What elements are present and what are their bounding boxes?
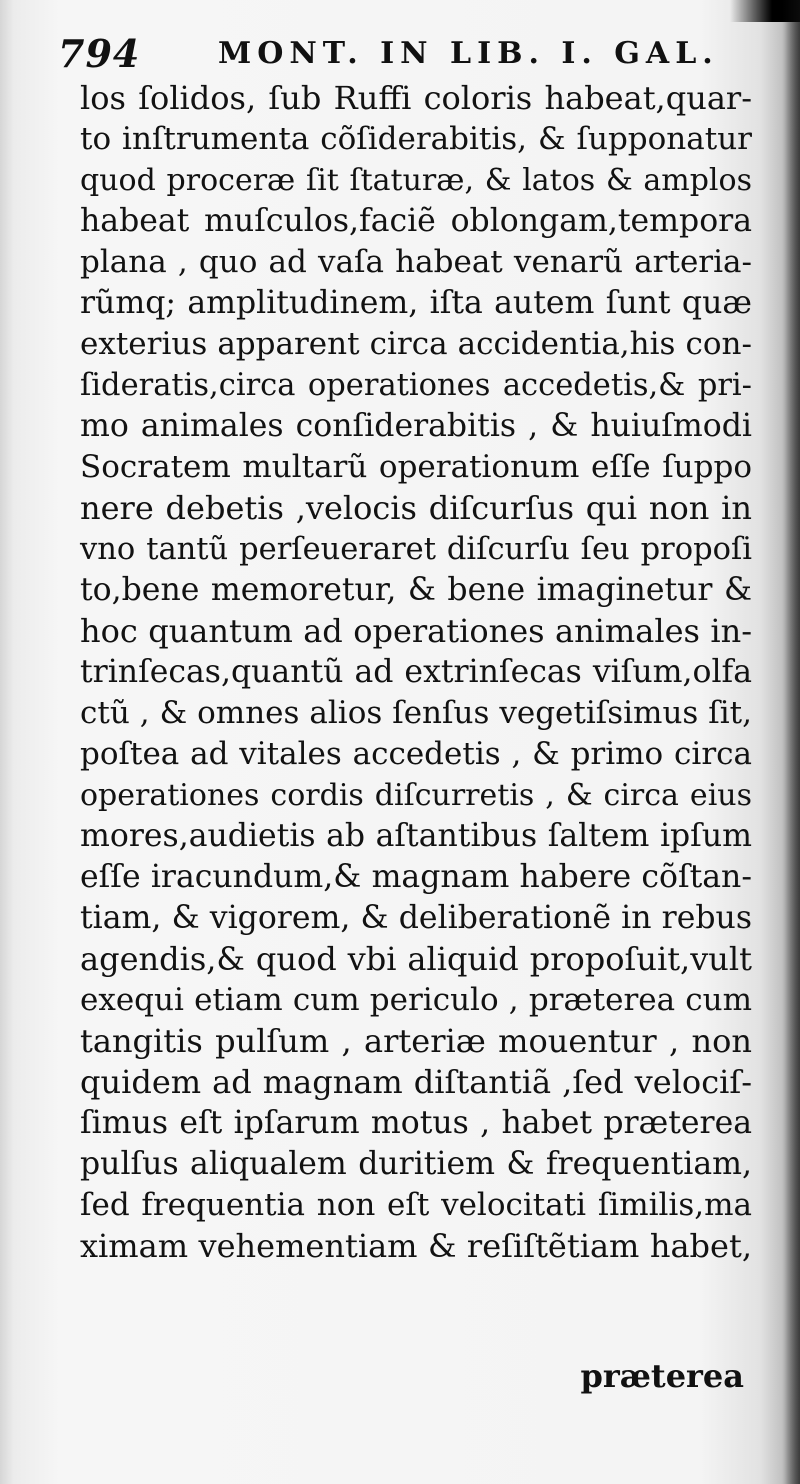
text-line: tiam, & vigorem, & deliberationẽ in rebus <box>80 900 752 936</box>
text-line: quod proceræ ſit ſtaturæ, & latos & amplos <box>80 163 752 198</box>
body-text <box>80 78 752 1267</box>
text-line: exterius apparent circa accidentia,his con- <box>80 326 752 362</box>
text-line: los ſolidos, ſub Ruffi coloris habeat,quar- <box>80 79 752 117</box>
text-line: vno tantũ perſeueraret diſcurſu ſeu propoſi <box>80 532 752 567</box>
text-line: tangitis pulſum , arteriæ mouentur , non <box>80 1022 752 1060</box>
text-line: pulſus aliqualem duritiem & frequentiam, <box>80 1146 752 1182</box>
text-line: mores,audietis ab aſtantibus ſaltem ipſum <box>80 818 752 854</box>
text-line: to,bene memoretur, & bene imaginetur & <box>80 572 752 608</box>
running-title: MONT. IN LIB. I. GAL. <box>218 36 719 71</box>
running-head <box>58 30 778 78</box>
text-line: poſtea ad vitales accedetis , & primo circa <box>80 736 752 772</box>
text-line: trinſecas,quantũ ad extrinſecas viſum,olfa <box>80 654 752 690</box>
text-line: agendis,& quod vbi aliquid propoſuit,vult <box>80 940 752 978</box>
text-line: habeat muſculos,faciẽ oblongam,tempora <box>80 203 752 239</box>
text-line: ſed frequentia non eſt velocitati ſimilis,ma <box>80 1187 752 1223</box>
text-line: plana , quo ad vaſa habeat venarũ arteria- <box>80 244 752 280</box>
text-line: exequi etiam cum periculo , præterea cum <box>80 982 752 1018</box>
text-line: ctũ , & omnes alios ſenſus vegetiſsimus ſit, <box>80 695 752 731</box>
page-number: 794 <box>58 31 141 76</box>
text-line: operationes cordis diſcurretis , & circa eius <box>80 778 752 813</box>
text-line: rũmq; amplitudinem, iſta autem ſunt quæ <box>80 285 752 321</box>
text-line: nere debetis ,velocis diſcurſus qui non in <box>80 489 752 527</box>
catchword: præterea <box>580 1357 744 1395</box>
scan-shadow-right <box>782 0 800 1484</box>
text-line: eſſe iracundum,& magnam habere cõſtan- <box>80 859 752 895</box>
text-line: ximam vehementiam & reſiſtẽtiam habet, <box>80 1227 752 1265</box>
text-line: quidem ad magnam diſtantiã ,ſed velociſ- <box>80 1063 752 1101</box>
text-line: Socratem multarũ operationum eſſe ſuppo <box>80 449 752 485</box>
text-line: ſideratis,circa operationes accedetis,& pri- <box>80 368 752 403</box>
text-line: to inſtrumenta cõſiderabitis, & ſupponatur <box>80 121 752 157</box>
text-line: ſimus eſt ipſarum motus , habet præterea <box>80 1105 752 1141</box>
text-line: hoc quantum ad operationes animales in- <box>80 612 752 650</box>
text-line: mo animales conſiderabitis , & huiuſmodi <box>80 408 752 444</box>
